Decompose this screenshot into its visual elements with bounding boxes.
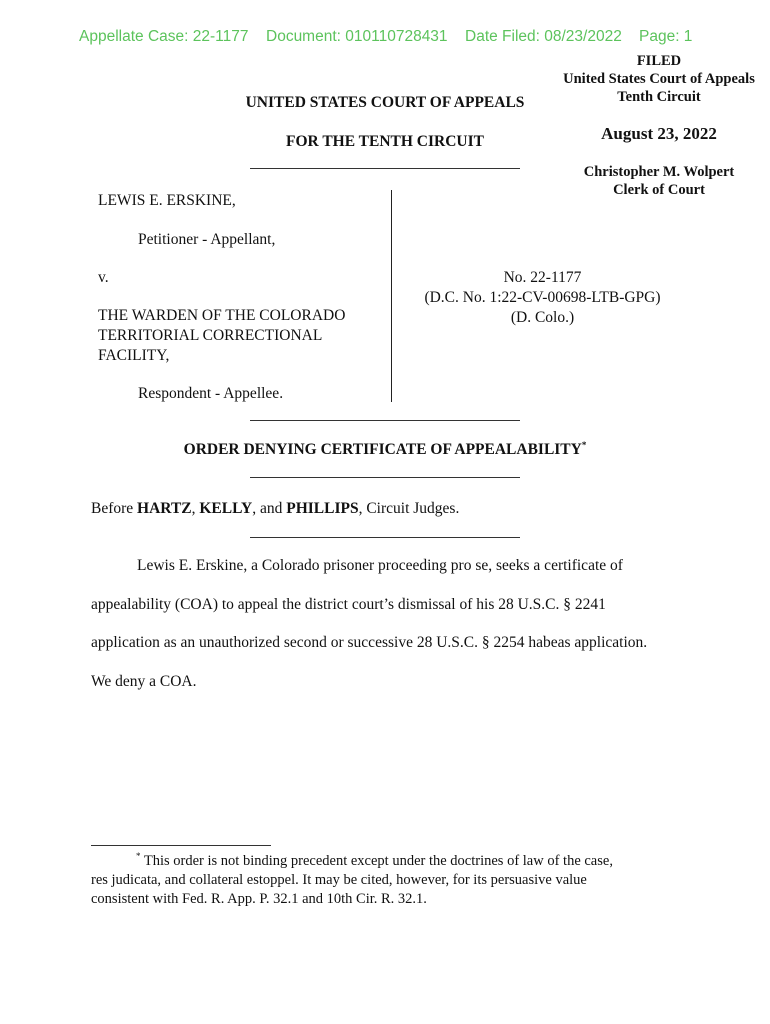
footnote-line1 [91, 852, 691, 871]
footnote-marker: * [581, 439, 587, 450]
judge-kelly: KELLY [199, 500, 253, 517]
filed-label: FILED [636, 53, 682, 69]
petitioner-name: LEWIS E. ERSKINE, [98, 192, 236, 209]
footnote-marker: * [136, 851, 141, 862]
before-suffix: , Circuit Judges. [358, 500, 460, 517]
clerk-title: Clerk of Court [613, 182, 705, 198]
petitioner-role: Petitioner - Appellant, [138, 231, 276, 248]
body-line-2: appealability (COA) to appeal the district court’s dismissal of his 28 U.S.C. § 2241 [91, 596, 606, 613]
order-title-text: ORDER DENYING CERTIFICATE OF APPEALABILITY [183, 441, 582, 458]
divider-rule [250, 477, 520, 478]
before-sep: , [191, 500, 200, 517]
order-title [100, 441, 670, 459]
respondent-role: Respondent - Appellee. [138, 385, 284, 402]
divider-rule [250, 168, 520, 169]
body-line-3: application as an unauthorized second or successive 28 U.S.C. § 2254 habeas application. [91, 634, 648, 651]
body-line-1: Lewis E. Erskine, a Colorado prisoner proceeding pro se, seeks a certificate of [137, 557, 623, 574]
filed-date: August 23, 2022 [601, 124, 717, 143]
header-case: Appellate Case: 22-1177 [79, 28, 249, 45]
panel-judges [91, 500, 459, 518]
header-document: Document: 010110728431 [266, 28, 448, 45]
filed-circuit: Tenth Circuit [617, 89, 701, 105]
footnote-line3: consistent with Fed. R. App. P. 32.1 and 10th Cir. R. 32.1. [91, 891, 427, 907]
court-title-line1: UNITED STATES COURT OF APPEALS [245, 94, 525, 111]
divider-rule [250, 420, 520, 421]
header-date-filed: Date Filed: 08/23/2022 [465, 28, 622, 45]
footnote-line2: res judicata, and collateral estoppel. It may be cited, however, for its persuasive value [91, 872, 587, 888]
footnote-rule [91, 845, 271, 846]
court-title-line2: FOR THE TENTH CIRCUIT [286, 133, 484, 150]
district-case-number: (D.C. No. 1:22-CV-00698-LTB-GPG) [424, 289, 661, 306]
header-page: Page: 1 [639, 28, 693, 45]
before-sep: , and [252, 500, 287, 517]
respondent-line3: FACILITY, [98, 347, 170, 364]
judge-hartz: HARTZ [137, 500, 192, 517]
divider-rule [250, 537, 520, 538]
respondent-line2: TERRITORIAL CORRECTIONAL [98, 327, 323, 344]
footnote-text-1: This order is not binding precedent except under the doctrines of law of the case, [143, 853, 613, 869]
case-number-block [400, 268, 685, 328]
filed-stamp [548, 52, 770, 106]
caption-vertical-line [391, 190, 392, 402]
versus: v. [98, 269, 109, 286]
body-line-4: We deny a COA. [91, 673, 197, 690]
clerk-block [548, 163, 770, 199]
clerk-name: Christopher M. Wolpert [583, 164, 735, 180]
district-court: (D. Colo.) [510, 309, 575, 326]
filed-court: United States Court of Appeals [563, 71, 755, 87]
before-prefix: Before [91, 500, 138, 517]
respondent-line1: THE WARDEN OF THE COLORADO [98, 307, 346, 324]
judge-phillips: PHILLIPS [286, 500, 359, 517]
respondent-name [98, 306, 345, 366]
case-number: No. 22-1177 [503, 269, 582, 286]
footnote [91, 852, 691, 909]
filing-header [0, 28, 770, 48]
